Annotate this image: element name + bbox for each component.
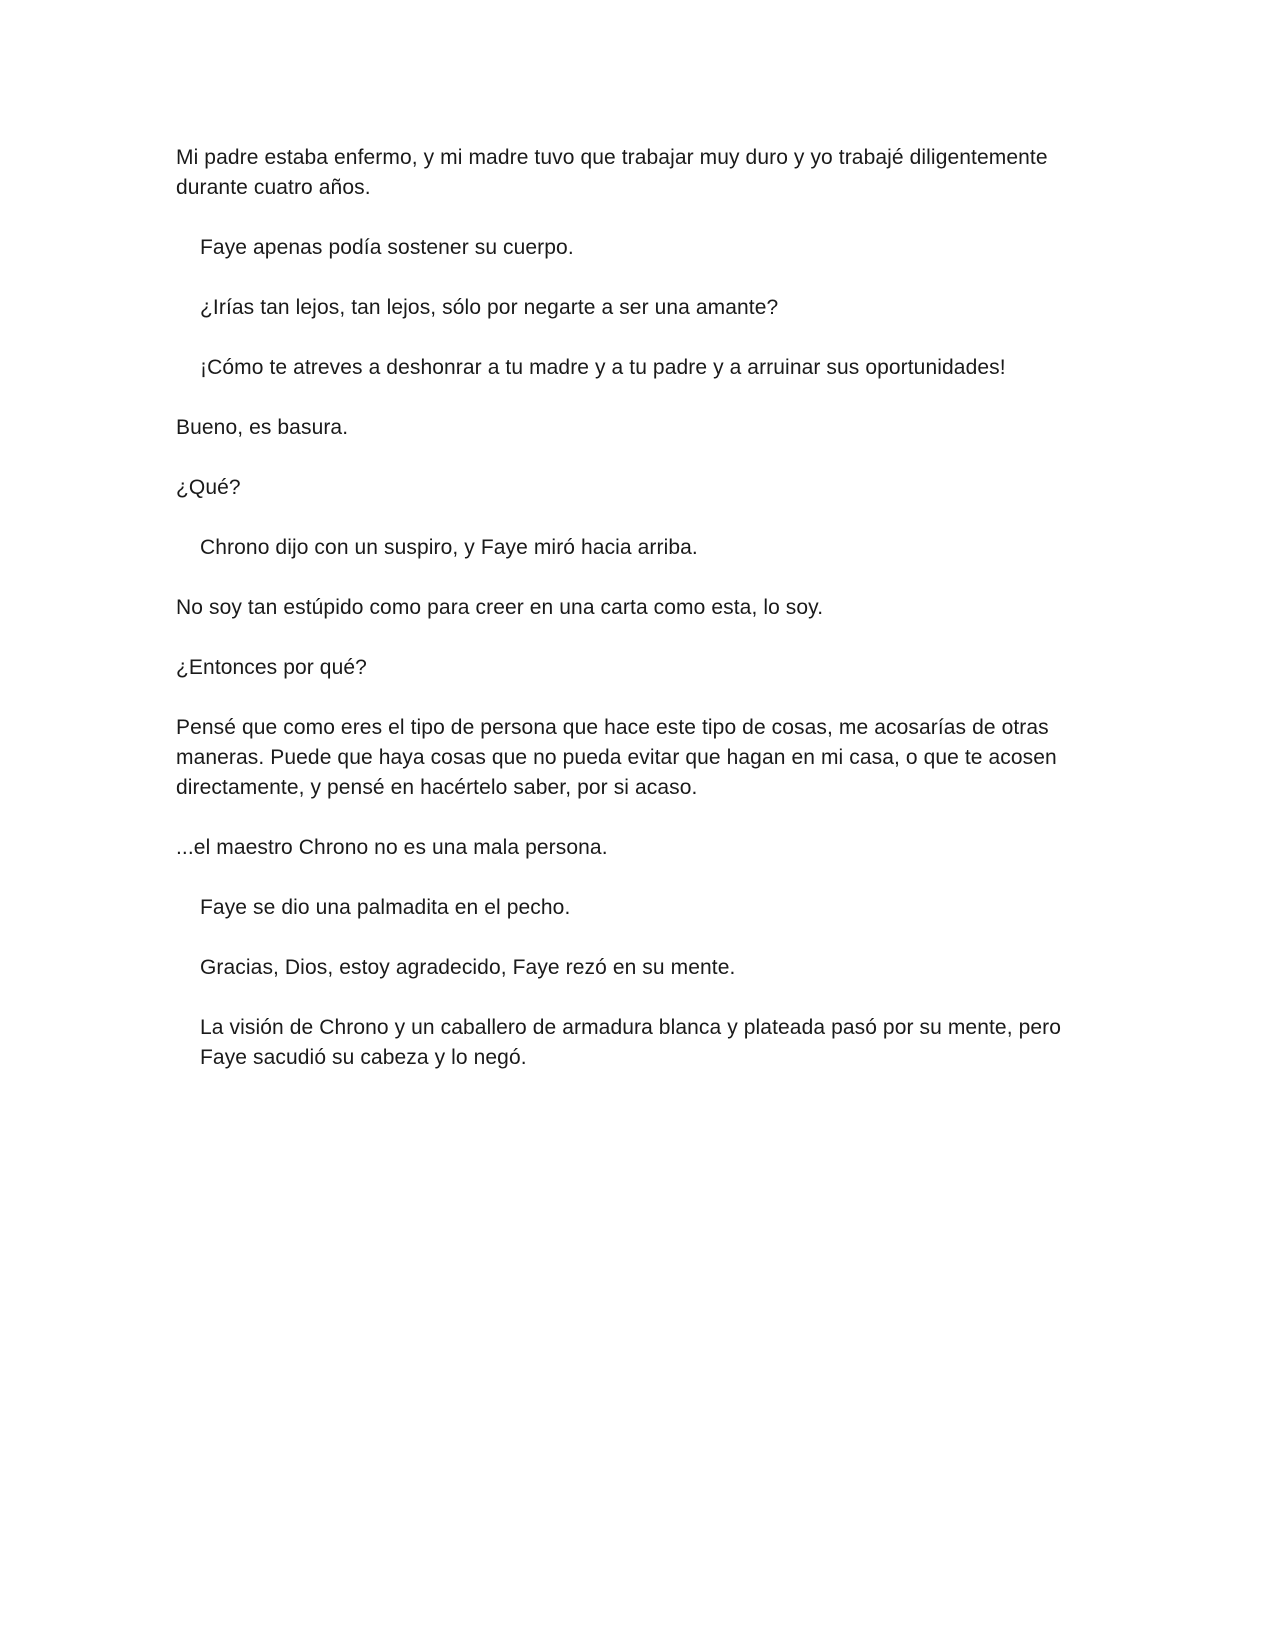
paragraph-10: Pensé que como eres el tipo de persona que hace este tipo de cosas, me acosarías de otras maneras. Puede que haya cosas que no pueda evitar que hagan en mi casa, o que te acosen directamente, y pensé en hacértelo saber, por si acaso. [176, 716, 1057, 799]
paragraph-1: Mi padre estaba enfermo, y mi madre tuvo que trabajar muy duro y yo trabajé diligentemente durante cuatro años. [176, 146, 1048, 199]
paragraph-11: ...el maestro Chrono no es una mala persona. [176, 836, 608, 859]
paragraph-12: Faye se dio una palmadita en el pecho. [200, 896, 571, 919]
paragraph-3: ¿Irías tan lejos, tan lejos, sólo por negarte a ser una amante? [200, 296, 779, 319]
paragraph-5: Bueno, es basura. [176, 416, 349, 439]
paragraph-14: La visión de Chrono y un caballero de armadura blanca y plateada pasó por su mente, pero Faye sacudió su cabeza y lo negó. [200, 1016, 1062, 1069]
paragraph-7: Chrono dijo con un suspiro, y Faye miró hacia arriba. [200, 536, 698, 559]
paragraph-2: Faye apenas podía sostener su cuerpo. [200, 236, 574, 259]
paragraph-8: No soy tan estúpido como para creer en una carta como esta, lo soy. [176, 596, 824, 619]
document-page [176, 143, 1096, 1103]
paragraph-9: ¿Entonces por qué? [176, 656, 367, 679]
paragraph-6: ¿Qué? [176, 476, 241, 499]
paragraph-13: Gracias, Dios, estoy agradecido, Faye rezó en su mente. [200, 956, 736, 979]
paragraph-4: ¡Cómo te atreves a deshonrar a tu madre y a tu padre y a arruinar sus oportunidades! [200, 356, 1006, 379]
